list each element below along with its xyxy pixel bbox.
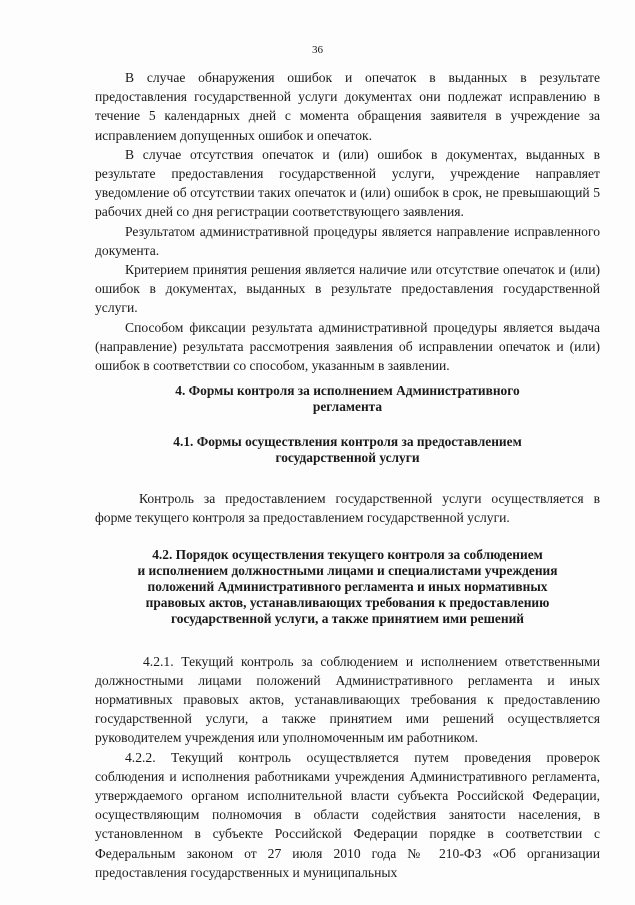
section-heading-4-2-line: 4.2. Порядок осуществления текущего контроля за соблюдением [152,546,543,562]
paragraph-fixation-method: Способом фиксации результата административной процедуры является выдача (направление) результата рассмотрения заявления об исправлении опечаток и (или) ошибок в соответствии со способом, указанным в заявлении. [95,319,600,374]
section-heading-4-2 [95,547,600,627]
page-number: 36 [312,44,323,56]
section-heading-4-2-line: и исполнением должностными лицами и специалистами учреждения [137,562,558,578]
section-heading-4-1-line: государственной услуги [275,450,420,466]
paragraph-control-form: Контроль за предоставлением государственной услуги осуществляется в форме текущего контроля за предоставлением государственной услуги. [95,491,600,526]
section-heading-4-2-line: правовых актов, устанавливающих требования к предоставлению [145,594,550,610]
section-heading-4-line: 4. Формы контроля за исполнением Административного [175,383,520,399]
section-heading-4-line: регламента [312,399,383,415]
paragraph-decision-criterion: Критерием принятия решения является наличие или отсутствие опечаток и (или) ошибок в документах, выданных в результате предоставления государственной услуги. [95,262,600,316]
paragraph-4-2-2: 4.2.2. Текущий контроль осуществляется путем проведения проверок соблюдения и исполнения работниками учреждения Административного регламента, утверждаемого органом исполнительной власти субъекта Российской Федерации, осуществляющим полномочия в области содействия занятости населения, в установленном в субъекте Российской Федерации порядке в соответствии с Федеральным законом от 27 июля 2010 года № 210-ФЗ «Об организации предоставления государственных и муниципальных [95,749,600,880]
section-heading-4-2-line: государственной услуги, а также принятием ими решений [170,610,525,626]
section-heading-4-1 [95,434,600,466]
paragraph-no-errors: В случае отсутствия опечаток и (или) ошибок в документах, выданных в результате предоставления государственной услуги, учреждение направляет уведомление об отсутствии таких опечаток и (или) ошибок в срок, не превышающий 5 рабочих дней со дня регистрации соответствующего заявления. [95,146,600,220]
paragraph-procedure-result: Результатом административной процедуры является направление исправленного документа. [95,223,600,258]
section-heading-4-1-line: 4.1. Формы осуществления контроля за предоставлением [173,434,522,450]
section-heading-4-2-line: положений Административного регламента и иных нормативных [147,578,548,594]
section-heading-4 [95,383,600,415]
document-body [95,68,600,882]
paragraph-4-2-1: 4.2.1. Текущий контроль за соблюдением и исполнением ответственными должностными лицами положений Административного регламента и иных нормативных правовых актов, устанавливающих требования к предоставлению государственной услуги, а также принятием ими решений осуществляется руководителем учреждения или уполномоченным им работником. [95,653,600,746]
paragraph-error-correction: В случае обнаружения ошибок и опечаток в выданных в результате предоставления государственной услуги документах они подлежат исправлению в течение 5 календарных дней с момента обращения заявителя в учреждение за исправлением допущенных ошибок и опечаток. [95,70,600,143]
